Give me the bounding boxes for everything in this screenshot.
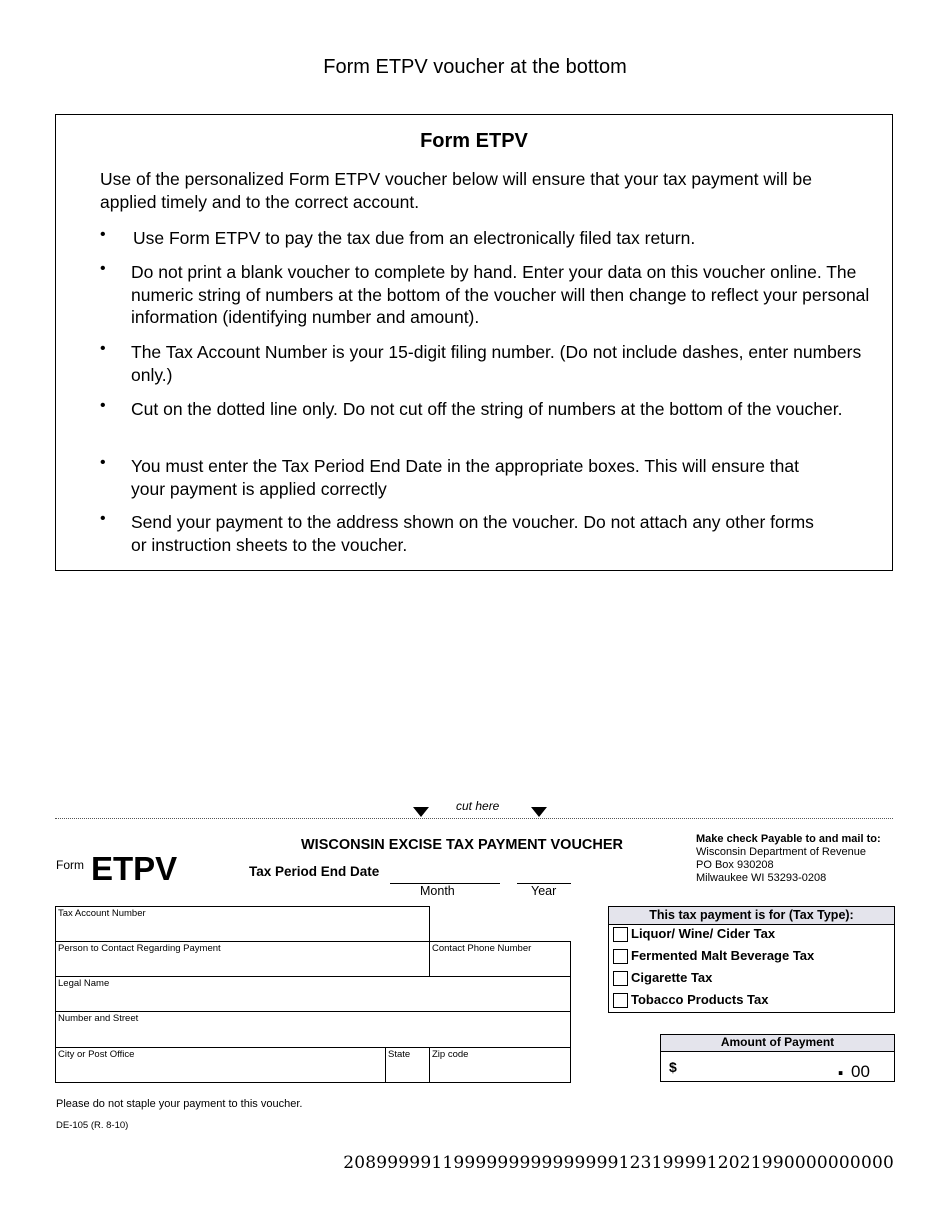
form-revision: DE-105 (R. 8-10) xyxy=(56,1120,129,1131)
street-field[interactable]: Number and Street xyxy=(55,1011,571,1048)
contact-phone-field[interactable]: Contact Phone Number xyxy=(429,941,571,977)
page-title: Form ETPV voucher at the bottom xyxy=(323,56,627,78)
instructions-box: Form ETPV Use of the personalized Form ETPV voucher below will ensure that your tax payment will be applied timely and to the correct account. • Use Form ETPV to pay the tax due from an electronically filed tax return. • Do not print a blank voucher to complete by hand. Enter your data on this voucher online. The numeric string of numbers at the bottom of the voucher will then change to reflect your personal information (identifying number and amount). • The Tax Account Number is your 15-digit filing number. (Do not include dashes, enter numbers only.) • Cut on the dotted line only. Do not cut off the string of numbers at the bottom of the voucher. • You must enter the Tax Period End Date in the appropriate boxes. This will ensure that your payment is applied correctly • Send your payment to the address shown on the voucher. Do not attach any other forms or instruction sheets to the voucher. xyxy=(55,114,893,571)
legal-name-field[interactable]: Legal Name xyxy=(55,976,571,1012)
form-code: ETPV xyxy=(91,850,178,887)
city-field[interactable]: City or Post Office xyxy=(55,1047,386,1083)
month-label: Month xyxy=(420,884,455,898)
tax-account-number-field[interactable]: Tax Account Number xyxy=(55,906,430,942)
tax-period-label: Tax Period End Date xyxy=(249,864,380,879)
bullet-icon: • xyxy=(100,340,106,357)
decimal-point: . xyxy=(837,1051,845,1081)
amount-heading: Amount of Payment xyxy=(661,1035,894,1052)
state-field[interactable]: State xyxy=(385,1047,430,1083)
mail-to-address: Make check Payable to and mail to: Wisconsin Department of Revenue PO Box 930208 Milwaukee WI 53293-0208 xyxy=(696,833,881,884)
tax-type-box: This tax payment is for (Tax Type): Liquor/ Wine/ Cider Tax Fermented Malt Beverage Tax Cigarette Tax Tobacco Products Tax xyxy=(608,906,895,1013)
cut-dotted-line xyxy=(55,818,893,819)
year-label: Year xyxy=(531,884,557,898)
checkbox-tobacco[interactable] xyxy=(613,993,628,1008)
cut-arrow-icon xyxy=(531,807,547,817)
tax-type-heading: This tax payment is for (Tax Type): xyxy=(609,907,894,925)
zip-field[interactable]: Zip code xyxy=(429,1047,571,1083)
cut-here-label: cut here xyxy=(456,799,500,813)
instructions-title: Form ETPV xyxy=(420,130,528,152)
instructions-intro: Use of the personalized Form ETPV voucher below will ensure that your tax payment will be applied timely and to the correct account. xyxy=(100,169,812,212)
staple-note: Please do not staple your payment to this voucher. xyxy=(56,1098,303,1110)
bullet-icon: • xyxy=(100,260,106,277)
voucher-title: WISCONSIN EXCISE TAX PAYMENT VOUCHER xyxy=(301,837,623,853)
bullet-icon: • xyxy=(100,454,106,471)
amount-cents: 00 xyxy=(851,1062,870,1081)
scanline-number: 20899999119999999999999991231999912021990000000000 xyxy=(343,1153,894,1173)
amount-of-payment-field[interactable] xyxy=(660,1034,895,1082)
checkbox-cigarette[interactable] xyxy=(613,971,628,986)
bullet-icon: • xyxy=(100,226,106,243)
dollar-sign: $ xyxy=(669,1059,677,1075)
cut-arrow-icon xyxy=(413,807,429,817)
checkbox-liquor[interactable] xyxy=(613,927,628,942)
contact-person-field[interactable]: Person to Contact Regarding Payment xyxy=(55,941,430,977)
bullet-icon: • xyxy=(100,397,106,414)
bullet-icon: • xyxy=(100,510,106,527)
form-label: Form xyxy=(56,858,84,872)
checkbox-fermented-malt[interactable] xyxy=(613,949,628,964)
